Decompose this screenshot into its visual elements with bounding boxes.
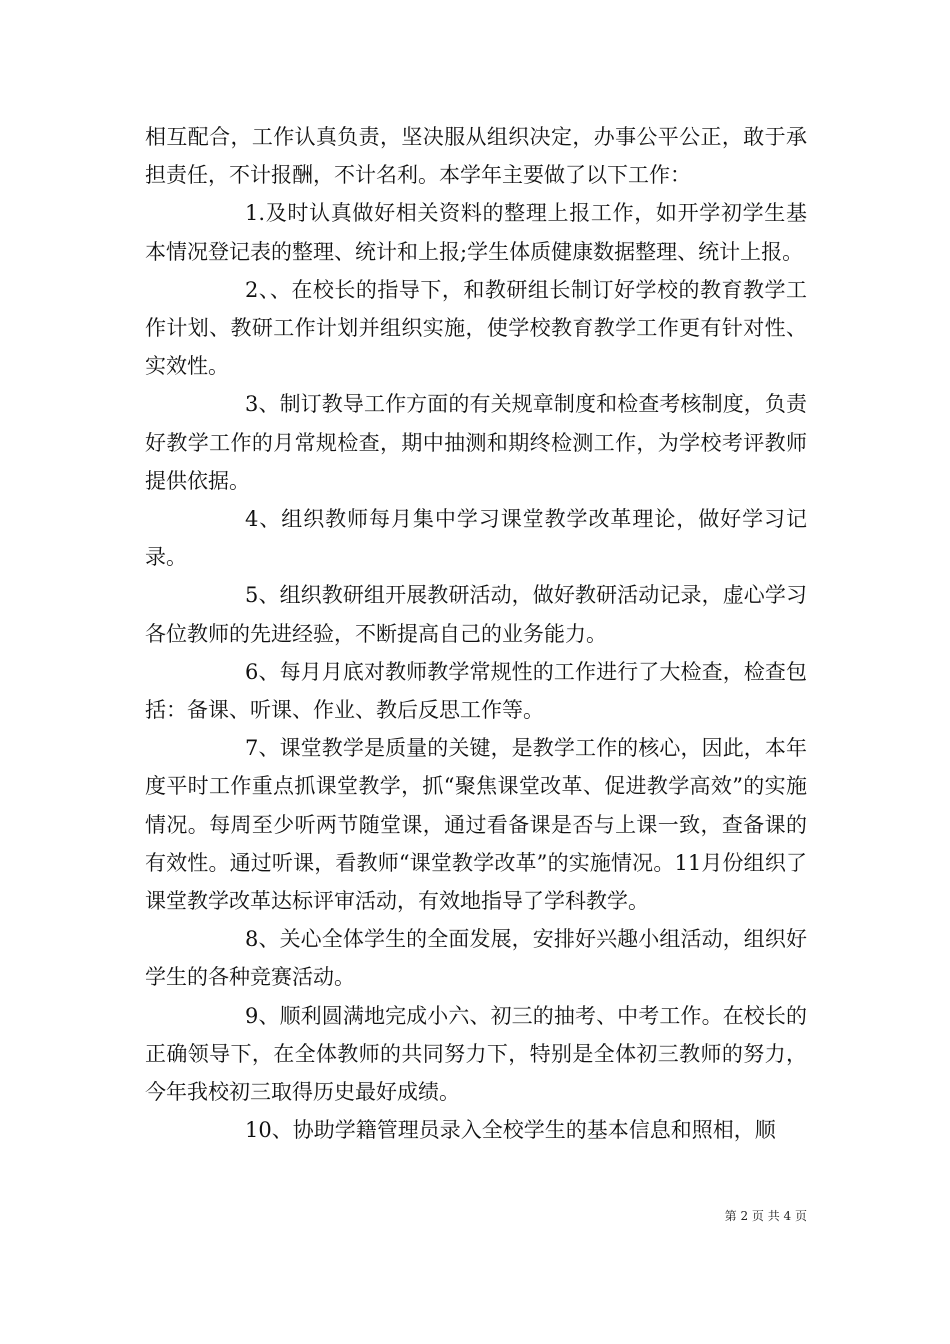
paragraph-item-6: 6、每月月底对教师教学常规性的工作进行了大检查，检查包括：备课、听课、作业、教后反思工作等。 xyxy=(145,659,807,723)
paragraph-item-1: 1.及时认真做好相关资料的整理上报工作，如开学初学生基本情况登记表的整理、统计和上报;学生体质健康数据整理、统计上报。 xyxy=(145,201,807,264)
paragraph-item-10: 10、协助学籍管理员录入全校学生的基本信息和照相，顺 xyxy=(245,1118,776,1143)
paragraph-item-5: 5、组织教研组开展教研活动，做好教研活动记录，虚心学习各位教师的先进经验，不断提高自己的业务能力。 xyxy=(145,583,807,646)
page-number-footer: 第 2 页 共 4 页 xyxy=(724,1209,807,1223)
paragraph-item-3: 3、制订教导工作方面的有关规章制度和检查考核制度，负责好教学工作的月常规检查，期中抽测和期终检测工作，为学校考评教师提供依据。 xyxy=(145,392,807,493)
paragraph-item-2: 2、、在校长的指导下，和教研组长制订好学校的教育教学工作计划、教研工作计划并组织实施，使学校教育教学工作更有针对性、实效性。 xyxy=(145,277,807,379)
paragraph-item-9: 9、顺利圆满地完成小六、初三的抽考、中考工作。在校长的正确领导下，在全体教师的共同努力下，特别是全体初三教师的努力，今年我校初三取得历史最好成绩。 xyxy=(145,1003,807,1105)
paragraph-item-8: 8、关心全体学生的全面发展，安排好兴趣小组活动，组织好学生的各种竞赛活动。 xyxy=(145,927,807,990)
paragraph-item-7: 7、课堂教学是质量的关键，是教学工作的核心，因此，本年度平时工作重点抓课堂教学，抓“聚焦课堂改革、促进教学高效”的实施情况。每周至少听两节随堂课，通过看备课是否与上课一致，查备课的有效性。通过听课，看教师“课堂教学改革”的实施情况。11月份组织了课堂教学改革达标评审活动，有效地指导了学科教学。 xyxy=(145,736,807,914)
paragraph-item-4: 4、组织教师每月集中学习课堂教学改革理论，做好学习记录。 xyxy=(145,507,807,570)
paragraph-intro-continued: 相互配合，工作认真负责，坚决服从组织决定，办事公平公正，敢于承担责任，不计报酬，不计名利。本学年主要做了以下工作： xyxy=(145,125,807,188)
document-body xyxy=(145,118,807,1149)
